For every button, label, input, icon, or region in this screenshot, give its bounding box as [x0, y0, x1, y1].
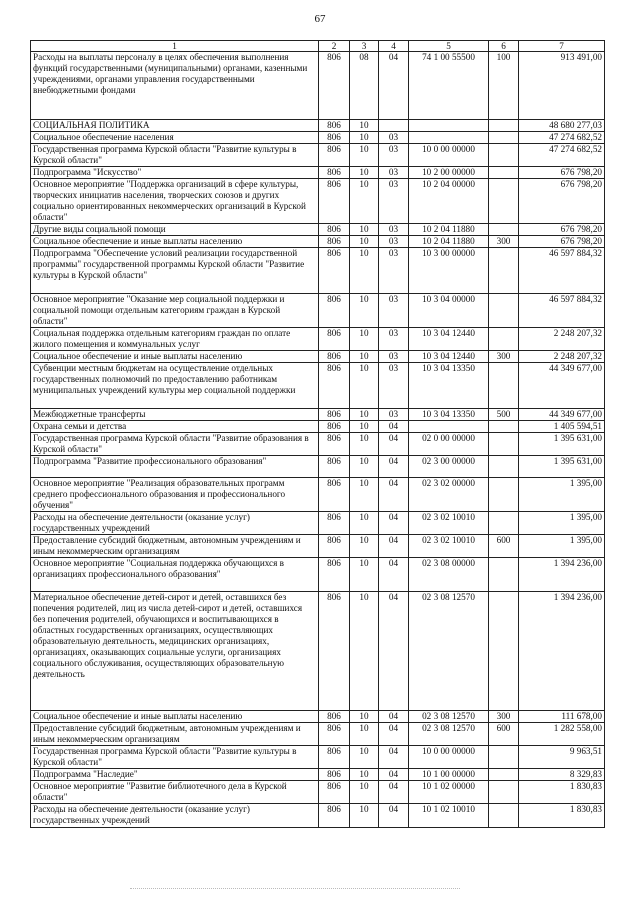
- code-cell: 10 3 04 13350: [409, 363, 489, 409]
- code-cell: 10 3 04 13350: [409, 409, 489, 421]
- table-row: [31, 328, 605, 351]
- code-cell: 02 3 02 00000: [409, 478, 489, 512]
- table-row: [31, 144, 605, 167]
- row-name-cell: Социальная поддержка отдельным категориям граждан по оплате жилого помещения и коммунальных услуг: [31, 328, 319, 351]
- row-name-cell: Другие виды социальной помощи: [31, 224, 319, 236]
- code-cell: 10 2 00 00000: [409, 167, 489, 179]
- code-cell: 08: [350, 52, 379, 120]
- code-cell: 806: [319, 592, 350, 711]
- code-cell: 04: [379, 512, 409, 535]
- amount-cell: 676 798,20: [519, 236, 605, 248]
- table-row: [31, 535, 605, 558]
- code-cell: [489, 433, 519, 456]
- row-name-cell: Социальное обеспечение и иные выплаты населению: [31, 236, 319, 248]
- code-cell: 04: [379, 804, 409, 828]
- table-row: [31, 363, 605, 409]
- code-cell: 10: [350, 351, 379, 363]
- code-cell: [489, 132, 519, 144]
- code-cell: 02 3 00 00000: [409, 456, 489, 478]
- row-name-cell: Социальное обеспечение населения: [31, 132, 319, 144]
- row-name-cell: Основное мероприятие "Развитие библиотечного дела в Курской области": [31, 781, 319, 804]
- table-row: [31, 746, 605, 769]
- code-cell: [489, 120, 519, 132]
- code-cell: 300: [489, 236, 519, 248]
- code-cell: 10 3 00 00000: [409, 248, 489, 294]
- row-name-cell: Подпрограмма "Искусство": [31, 167, 319, 179]
- code-cell: 04: [379, 746, 409, 769]
- code-cell: 04: [379, 433, 409, 456]
- code-cell: 04: [379, 769, 409, 781]
- row-name-cell: Основное мероприятие "Реализация образовательных программ среднего профессионального образования и профессионального обучения": [31, 478, 319, 512]
- amount-cell: 9 963,51: [519, 746, 605, 769]
- code-cell: 10 3 04 12440: [409, 351, 489, 363]
- code-cell: 02 3 08 12570: [409, 592, 489, 711]
- column-header: 3: [350, 41, 379, 52]
- row-name-cell: Подпрограмма "Развитие профессионального образования": [31, 456, 319, 478]
- code-cell: 806: [319, 363, 350, 409]
- code-cell: [409, 421, 489, 433]
- row-name-cell: Социальное обеспечение и иные выплаты населению: [31, 711, 319, 723]
- table-row: [31, 179, 605, 224]
- code-cell: 806: [319, 711, 350, 723]
- amount-cell: 48 680 277,03: [519, 120, 605, 132]
- code-cell: 806: [319, 294, 350, 328]
- code-cell: 100: [489, 52, 519, 120]
- table-row: [31, 236, 605, 248]
- code-cell: 806: [319, 535, 350, 558]
- code-cell: 806: [319, 409, 350, 421]
- amount-cell: 1 395 631,00: [519, 433, 605, 456]
- code-cell: 10 2 04 11880: [409, 236, 489, 248]
- code-cell: 806: [319, 132, 350, 144]
- code-cell: 03: [379, 179, 409, 224]
- row-name-cell: Расходы на обеспечение деятельности (оказание услуг) государственных учреждений: [31, 804, 319, 828]
- row-name-cell: Предоставление субсидий бюджетным, автономным учреждениям и иным некоммерческим организациям: [31, 535, 319, 558]
- column-header: 5: [409, 41, 489, 52]
- row-name-cell: Расходы на выплаты персоналу в целях обеспечения выполнения функций государственными (муниципальными) органами, казенными учреждениями, органами управления государственными внебюджетными фондами: [31, 52, 319, 120]
- code-cell: 03: [379, 224, 409, 236]
- amount-cell: 8 329,83: [519, 769, 605, 781]
- row-name-cell: Охрана семьи и детства: [31, 421, 319, 433]
- table-row: [31, 52, 605, 120]
- column-header: 4: [379, 41, 409, 52]
- column-header: 1: [31, 41, 319, 52]
- amount-cell: 2 248 207,32: [519, 328, 605, 351]
- code-cell: 10: [350, 409, 379, 421]
- code-cell: [409, 132, 489, 144]
- code-cell: 300: [489, 351, 519, 363]
- table-row: [31, 167, 605, 179]
- code-cell: [489, 456, 519, 478]
- code-cell: 10: [350, 421, 379, 433]
- code-cell: [489, 328, 519, 351]
- code-cell: 03: [379, 363, 409, 409]
- code-cell: [489, 512, 519, 535]
- code-cell: 02 3 08 12570: [409, 711, 489, 723]
- row-name-cell: СОЦИАЛЬНАЯ ПОЛИТИКА: [31, 120, 319, 132]
- code-cell: [489, 294, 519, 328]
- table-row: [31, 592, 605, 711]
- column-header: 6: [489, 41, 519, 52]
- code-cell: 806: [319, 769, 350, 781]
- code-cell: 500: [489, 409, 519, 421]
- amount-cell: 676 798,20: [519, 167, 605, 179]
- code-cell: 04: [379, 52, 409, 120]
- code-cell: 806: [319, 328, 350, 351]
- amount-cell: 1 282 558,00: [519, 723, 605, 746]
- table-row: [31, 120, 605, 132]
- code-cell: 10: [350, 558, 379, 592]
- code-cell: 806: [319, 224, 350, 236]
- code-cell: [489, 558, 519, 592]
- row-name-cell: Подпрограмма "Обеспечение условий реализации государственной программы" государственной программы Курской области "Развитие культуры в Курской области": [31, 248, 319, 294]
- code-cell: [489, 167, 519, 179]
- code-cell: 806: [319, 421, 350, 433]
- row-name-cell: Государственная программа Курской области "Развитие культуры в Курской области": [31, 746, 319, 769]
- code-cell: [489, 769, 519, 781]
- code-cell: 10: [350, 167, 379, 179]
- code-cell: 806: [319, 746, 350, 769]
- amount-cell: 2 248 207,32: [519, 351, 605, 363]
- row-name-cell: Расходы на обеспечение деятельности (оказание услуг) государственных учреждений: [31, 512, 319, 535]
- code-cell: 806: [319, 179, 350, 224]
- code-cell: 04: [379, 592, 409, 711]
- code-cell: 806: [319, 433, 350, 456]
- code-cell: [489, 144, 519, 167]
- code-cell: 10: [350, 746, 379, 769]
- code-cell: 04: [379, 781, 409, 804]
- code-cell: 10: [350, 456, 379, 478]
- amount-cell: 1 395,00: [519, 512, 605, 535]
- header-row: [31, 41, 605, 52]
- row-name-cell: Основное мероприятие "Оказание мер социальной поддержки и социальной помощи отдельным категориям граждан в Курской области": [31, 294, 319, 328]
- code-cell: [489, 248, 519, 294]
- page-bottom-rule: [130, 888, 460, 889]
- row-name-cell: Материальное обеспечение детей-сирот и детей, оставшихся без попечения родителей, лиц из числа детей-сирот и детей, оставшихся без попечения родителей, обучающихся и воспитывающихся в областных государственных организациях, осуществляющих образовательную деятельность, медицинских организациях, организациях, оказывающих социальные услуги, организациях социального обслуживания, осуществляющих образовательную деятельность: [31, 592, 319, 711]
- amount-cell: 46 597 884,32: [519, 248, 605, 294]
- row-name-cell: Межбюджетные трансферты: [31, 409, 319, 421]
- code-cell: 806: [319, 456, 350, 478]
- amount-cell: 1 395,00: [519, 478, 605, 512]
- code-cell: [489, 592, 519, 711]
- code-cell: 10: [350, 433, 379, 456]
- code-cell: 03: [379, 248, 409, 294]
- amount-cell: 1 830,83: [519, 781, 605, 804]
- amount-cell: 913 491,00: [519, 52, 605, 120]
- code-cell: 03: [379, 236, 409, 248]
- code-cell: 03: [379, 409, 409, 421]
- row-name-cell: Субвенции местным бюджетам на осуществление отдельных государственных полномочий по предоставлению работникам муниципальных учреждений культуры мер социальной поддержки: [31, 363, 319, 409]
- table-row: [31, 224, 605, 236]
- budget-table: [30, 40, 605, 828]
- code-cell: 10: [350, 328, 379, 351]
- code-cell: 04: [379, 558, 409, 592]
- code-cell: [489, 421, 519, 433]
- code-cell: 10 3 04 12440: [409, 328, 489, 351]
- code-cell: 10 2 04 11880: [409, 224, 489, 236]
- amount-cell: 47 274 682,52: [519, 144, 605, 167]
- code-cell: 806: [319, 512, 350, 535]
- amount-cell: 44 349 677,00: [519, 409, 605, 421]
- code-cell: 02 3 08 12570: [409, 723, 489, 746]
- code-cell: 806: [319, 52, 350, 120]
- amount-cell: 1 830,83: [519, 804, 605, 828]
- table-row: [31, 804, 605, 828]
- page-number: 67: [314, 13, 326, 25]
- row-name-cell: Предоставление субсидий бюджетным, автономным учреждениям и иным некоммерческим организациям: [31, 723, 319, 746]
- code-cell: [489, 224, 519, 236]
- code-cell: 74 1 00 55500: [409, 52, 489, 120]
- code-cell: 03: [379, 351, 409, 363]
- code-cell: 806: [319, 804, 350, 828]
- code-cell: [489, 363, 519, 409]
- row-name-cell: Основное мероприятие "Социальная поддержка обучающихся в организациях профессионального образования": [31, 558, 319, 592]
- amount-cell: 676 798,20: [519, 179, 605, 224]
- row-name-cell: Государственная программа Курской области "Развитие образования в Курской области": [31, 433, 319, 456]
- code-cell: 10: [350, 224, 379, 236]
- code-cell: 806: [319, 478, 350, 512]
- code-cell: 03: [379, 132, 409, 144]
- code-cell: [489, 746, 519, 769]
- amount-cell: 1 394 236,00: [519, 592, 605, 711]
- code-cell: 10: [350, 363, 379, 409]
- table-row: [31, 478, 605, 512]
- code-cell: 806: [319, 120, 350, 132]
- code-cell: 806: [319, 167, 350, 179]
- code-cell: 10: [350, 248, 379, 294]
- code-cell: 10 3 04 00000: [409, 294, 489, 328]
- code-cell: 10: [350, 781, 379, 804]
- amount-cell: 1 394 236,00: [519, 558, 605, 592]
- code-cell: [409, 120, 489, 132]
- code-cell: 02 3 02 10010: [409, 535, 489, 558]
- table-row: [31, 456, 605, 478]
- code-cell: 806: [319, 723, 350, 746]
- code-cell: 10: [350, 120, 379, 132]
- amount-cell: 1 395 631,00: [519, 456, 605, 478]
- amount-cell: 44 349 677,00: [519, 363, 605, 409]
- code-cell: 10: [350, 769, 379, 781]
- row-name-cell: Государственная программа Курской области "Развитие культуры в Курской области": [31, 144, 319, 167]
- code-cell: 10 0 00 00000: [409, 746, 489, 769]
- code-cell: 04: [379, 711, 409, 723]
- table-row: [31, 711, 605, 723]
- code-cell: 806: [319, 351, 350, 363]
- code-cell: 10: [350, 512, 379, 535]
- amount-cell: 676 798,20: [519, 224, 605, 236]
- code-cell: 10 2 04 00000: [409, 179, 489, 224]
- code-cell: 10: [350, 535, 379, 558]
- code-cell: 10: [350, 723, 379, 746]
- table-row: [31, 433, 605, 456]
- amount-cell: 1 405 594,51: [519, 421, 605, 433]
- row-name-cell: Основное мероприятие "Поддержка организаций в сфере культуры, творческих инициатив населения, творческих союзов и других социально ориентированных некоммерческих организаций в Курской области": [31, 179, 319, 224]
- row-name-cell: Подпрограмма "Наследие": [31, 769, 319, 781]
- table-row: [31, 132, 605, 144]
- code-cell: 300: [489, 711, 519, 723]
- code-cell: [489, 478, 519, 512]
- code-cell: 10 0 00 00000: [409, 144, 489, 167]
- code-cell: 10: [350, 179, 379, 224]
- code-cell: 600: [489, 723, 519, 746]
- table-row: [31, 294, 605, 328]
- code-cell: [489, 179, 519, 224]
- code-cell: [489, 781, 519, 804]
- table-row: [31, 512, 605, 535]
- table-row: [31, 769, 605, 781]
- code-cell: 10: [350, 144, 379, 167]
- code-cell: 600: [489, 535, 519, 558]
- code-cell: 10 1 00 00000: [409, 769, 489, 781]
- code-cell: 02 3 02 10010: [409, 512, 489, 535]
- code-cell: 10: [350, 592, 379, 711]
- code-cell: 03: [379, 144, 409, 167]
- code-cell: [489, 804, 519, 828]
- code-cell: 806: [319, 144, 350, 167]
- code-cell: 10: [350, 236, 379, 248]
- table-row: [31, 421, 605, 433]
- code-cell: 10: [350, 804, 379, 828]
- table-row: [31, 723, 605, 746]
- table-row: [31, 351, 605, 363]
- code-cell: 806: [319, 781, 350, 804]
- code-cell: 03: [379, 294, 409, 328]
- table-row: [31, 248, 605, 294]
- amount-cell: 111 678,00: [519, 711, 605, 723]
- code-cell: 04: [379, 421, 409, 433]
- row-name-cell: Социальное обеспечение и иные выплаты населению: [31, 351, 319, 363]
- code-cell: 03: [379, 328, 409, 351]
- column-header: 2: [319, 41, 350, 52]
- code-cell: [379, 120, 409, 132]
- code-cell: 03: [379, 167, 409, 179]
- code-cell: 04: [379, 723, 409, 746]
- code-cell: 10 1 02 00000: [409, 781, 489, 804]
- code-cell: 04: [379, 478, 409, 512]
- table-row: [31, 558, 605, 592]
- code-cell: 10: [350, 294, 379, 328]
- code-cell: 02 3 08 00000: [409, 558, 489, 592]
- code-cell: 04: [379, 456, 409, 478]
- code-cell: 04: [379, 535, 409, 558]
- code-cell: 806: [319, 236, 350, 248]
- code-cell: 10: [350, 132, 379, 144]
- code-cell: 806: [319, 558, 350, 592]
- amount-cell: 47 274 682,52: [519, 132, 605, 144]
- code-cell: 10: [350, 478, 379, 512]
- code-cell: 806: [319, 248, 350, 294]
- code-cell: 10: [350, 711, 379, 723]
- amount-cell: 1 395,00: [519, 535, 605, 558]
- column-header: 7: [519, 41, 605, 52]
- code-cell: 10 1 02 10010: [409, 804, 489, 828]
- table-row: [31, 781, 605, 804]
- code-cell: 02 0 00 00000: [409, 433, 489, 456]
- amount-cell: 46 597 884,32: [519, 294, 605, 328]
- table-row: [31, 409, 605, 421]
